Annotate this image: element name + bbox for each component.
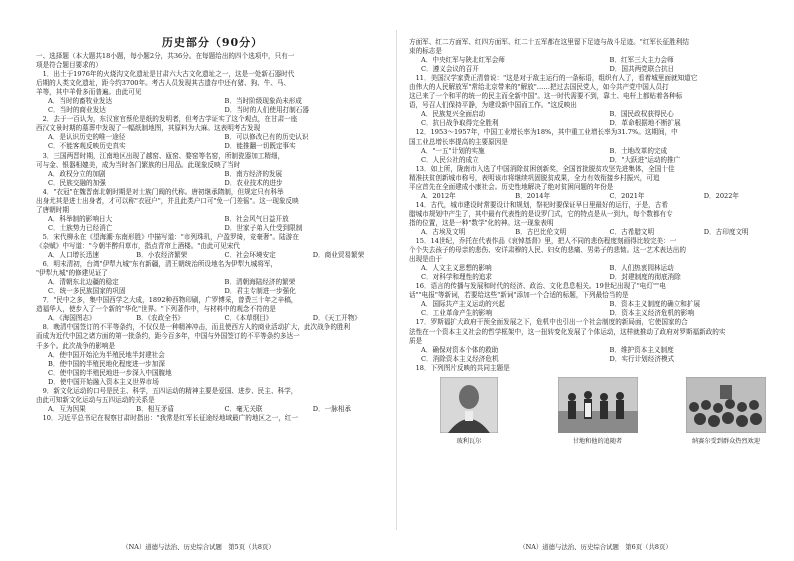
option[interactable]: B．社会风气日益开放 <box>224 214 289 223</box>
option[interactable]: C．抗日战争取得完全胜利 <box>421 119 499 128</box>
question-14: 指的位置，这是一种"数学"化的神。这一现象表明 <box>409 218 554 227</box>
question-17: 17．罗斯福扩大政府干预全面发展之下，危机中也引出一个社会制度的新局面，它使国家的合 <box>409 318 688 327</box>
question-2: 西汉文景时期的墓葬中发现了一幅纸制地图，其原料为大麻。这表明考古发现 <box>36 124 261 133</box>
option[interactable]: A．"一五"计划的实施 <box>421 146 485 155</box>
question-4-options <box>36 215 389 233</box>
question-11: 11．美国汉学家费正清曾说："这是对于敌主运行的一条标语，组织有人了，看着城里面就知道它 <box>409 74 698 83</box>
option[interactable]: C．士族势力已经消亡 <box>48 223 113 232</box>
option[interactable]: A．是认识历史的唯一途径 <box>48 133 126 142</box>
question-1: 羊等，其中羊骨多而普遍。由此可见 <box>36 88 142 97</box>
right-page <box>397 0 794 561</box>
question-12: 国工业总增长率提高的主要原因是 <box>409 137 508 146</box>
page-footer: （NA）道德与法治、历史综合试题 第6页（共8页） <box>519 543 672 551</box>
page-footer: （NA）道德与法治、历史综合试题 第5页（共8页） <box>122 543 275 551</box>
option[interactable]: D．一脉相承 <box>312 404 352 413</box>
question-14-options <box>409 228 786 237</box>
option[interactable]: A．互为因果 <box>48 404 86 413</box>
option[interactable]: C．《本草纲目》 <box>224 314 273 323</box>
option[interactable]: C．民族交融的加强 <box>48 178 106 187</box>
question-15: 个个失去孩子的母亲的悲伤、安详肃穆的人民、妇女的悲痛、男弟子的悲恸。这一艺术表达出的 <box>409 246 686 255</box>
question-4: 4．"衣冠"在魏晋南北朝时期是对士族门阀的代称。唐初继承隋制，但规定只有科举 <box>36 187 284 196</box>
option[interactable]: C．社会环境安定 <box>224 251 276 260</box>
question-6: 6．明末清初，台湾"伊犁九城"东有新疆，清王朝统治所设地名为伊犁九城将军， <box>36 260 278 269</box>
option[interactable]: D．"大跃进"运动的推广 <box>609 155 681 164</box>
option[interactable]: A．人文主义思想的影响 <box>421 264 492 273</box>
question-16: 话""电报"等新词，若要给这些"新词"添加一个合适的标题，下列最恰当的是 <box>409 291 629 300</box>
question-3-options <box>36 170 389 188</box>
question-10: 10．习近平总书记在视察甘肃时指出："我常是红军长征途经地域最广的地区之一，红一 <box>36 413 298 422</box>
option[interactable]: A．科举制的影响日大 <box>48 214 113 223</box>
picture-caption: 玻利瓦尔 <box>456 437 482 445</box>
question-9-options <box>36 405 389 414</box>
question-5: 5．宋代柳永在《望海潮·东南形胜》中描写道："市列珠玑，户盈罗绮，竞豪奢"。陆游在 <box>36 232 299 241</box>
option[interactable]: D．《天工开物》 <box>312 314 361 323</box>
question-11: 语，号召人们保持平静，为建设新中国而工作。"这反映出 <box>409 101 577 110</box>
option[interactable]: D．2022年 <box>703 191 740 200</box>
option[interactable]: B．人们热衷园林运动 <box>609 264 674 273</box>
option[interactable]: D．世家子弟入仕受到限制 <box>224 223 303 232</box>
instruction-line: 项是符合题目要求的） <box>36 61 102 70</box>
option[interactable]: A．人口增长迅速 <box>48 251 99 260</box>
question-11: 这已来了一个和平的统一的民主而全新中国"。这一时代需要不到，靠土、电杆上都贴着各种标 <box>409 92 683 101</box>
option[interactable]: C．遵义会议的召开 <box>421 65 479 74</box>
question-9: 由此可知新文化运动与五四运动的关系是 <box>36 395 155 404</box>
option[interactable]: D．资本主义经济危机的影响 <box>609 309 694 318</box>
question-7: 造福华人，使步入了一个新的"华化"世界。"下列著作中，与材料中的观念不符的是 <box>36 305 276 314</box>
option[interactable]: D．实行计划经济模式 <box>609 354 675 363</box>
option[interactable]: A．使中国开始沦为半殖民地半封建社会 <box>48 350 165 359</box>
question-15: 15．14世纪，乔托在代表作品《哀悼基督》里，把人不同的悲伤程度刻画得比较完美：一 <box>409 237 677 246</box>
option[interactable]: C．消除资本主义经济危机 <box>421 354 499 363</box>
option[interactable]: B．当时阶级现象尚未形成 <box>224 97 302 106</box>
question-10-options <box>409 56 786 74</box>
question-5: 《杂赋》中写道："今朝半醉归草市，指点青帘上酒楼。"由此可见宋代 <box>36 241 240 250</box>
option[interactable]: D．使中国开始融入资本主义世界市场 <box>48 377 159 386</box>
option[interactable]: A．《海国图志》 <box>48 314 96 323</box>
question-8: 而成为近代中国之诸方面的第一批条约，距今百多年，中国与外国签订的不平等条约多达一 <box>36 332 300 341</box>
question-15-options <box>409 264 786 282</box>
question-13-options <box>409 192 786 201</box>
march-image <box>558 377 638 433</box>
option[interactable]: A．民族复兴全面启动 <box>421 110 486 119</box>
option[interactable]: D．商业贸易繁荣 <box>312 251 365 260</box>
option[interactable]: B．使中国的半殖民地化程度进一步加深 <box>48 359 165 368</box>
question-6-options <box>36 278 389 296</box>
picture-card <box>548 377 648 445</box>
option[interactable]: C．不能客观反映历史真实 <box>48 142 126 151</box>
question-17-options <box>409 346 786 364</box>
option[interactable]: A．确保对资本个体的救助 <box>421 345 499 354</box>
question-2-options <box>36 133 389 151</box>
question-1: 1．出土于1976年的火烧沟文化遗址是甘肃六大古文化遗址之一，这是一处新石器时代 <box>36 70 295 79</box>
question-16: 16．语言的传播与发展和时代的经济、政治、文化息息相关。19世纪出现了"电灯""电 <box>409 282 666 291</box>
question-8: 8．晚清中国签订的不平等条约，不仅仅是一种精神冲击，而且使西方人的商业活动扩大，此次战争的胜利 <box>36 323 351 332</box>
picture-card <box>419 377 519 445</box>
option[interactable]: A．当时的畜牧业发达 <box>48 97 113 106</box>
option[interactable]: B．红军三大主力会师 <box>609 56 674 65</box>
option[interactable]: B．清朝海陆经济的繁荣 <box>224 278 296 287</box>
option[interactable]: C．人民公社的成立 <box>421 155 479 164</box>
question-3: 可与金、银器相媲美，成为当时各门繁族的日用品。此现象反映了当时 <box>36 160 241 169</box>
picture-caption: 甘地和他的追随者 <box>572 437 623 445</box>
option[interactable]: A．中央红军与陕北红军会师 <box>421 56 505 65</box>
option[interactable]: D．当时的人们使用打制石器 <box>224 106 309 115</box>
option[interactable]: D．封建制度的彻底消除 <box>609 273 681 282</box>
instruction-line: 一、选择题（本大题共18小题，每小题2分，共36分。在每题给出的四个选项中，只有一 <box>36 52 295 60</box>
option[interactable]: C．毫无关联 <box>224 404 263 413</box>
option[interactable]: C．工业革命产生的影响 <box>421 309 492 318</box>
question-2: 2．去于一百认为，东汉宦官蔡伦是纸的发明者，但考古学证实了这个观点，在甘肃一座 <box>36 115 298 124</box>
question-3: 3．三国两晋时期，江南地区出现了越窑、瓯窑、婺窑等名窑，所制瓷器加工精细， <box>36 151 285 160</box>
option[interactable]: B．相互矛盾 <box>136 404 175 413</box>
option[interactable]: B．国民政权获得民心 <box>609 110 674 119</box>
option[interactable]: D．君主专制进一步强化 <box>224 287 296 296</box>
option[interactable]: B．南方经济的发展 <box>224 169 283 178</box>
question-9: 9．新文化运动的口号是民主、科学，五四运动的精神主要是爱国、进步、民主、科学， <box>36 386 298 395</box>
option[interactable]: D．革命根据地不断扩展 <box>609 119 681 128</box>
question-12-options <box>409 147 786 165</box>
option[interactable]: C．当时的商业发达 <box>48 106 106 115</box>
question-12: 12．1953～1957年，中国工业增长率为18%，其中重工业增长率为31.7%。这期间，中 <box>409 128 678 137</box>
portrait-image <box>440 377 498 433</box>
option[interactable]: A．政权分立的加剧 <box>48 169 106 178</box>
question-13: 13．如上所，陇南市入选了中国消除贫困创新奖，全国首批脱贫攻坚先进集体，全国十佳 <box>409 164 675 173</box>
question-16-options <box>409 300 786 318</box>
question-11-options <box>409 110 786 128</box>
option[interactable]: D．国共两党联合抗日 <box>609 65 675 74</box>
question-8: 千多个。此次战争的影响是 <box>36 341 116 350</box>
option[interactable]: B．小农经济繁荣 <box>136 251 188 260</box>
question-14: 14．古代，城市建设时常要设计和规划，祭祀时要保证早日里最好的运行，于是，古希 <box>409 200 668 209</box>
question-15: 出现是由于 <box>409 255 442 264</box>
picture-caption: 纳赛尔受到群众热烈欢迎 <box>691 437 761 445</box>
question-13: 精准扶贫创新城市称号，表明该市将继续巩固脱贫成果，全力有效衔接乡村振兴，可追 <box>409 173 660 182</box>
option[interactable]: C．古希腊文明 <box>609 227 655 236</box>
question-18: 18．下列图片反映的共同主题是 <box>409 363 510 372</box>
option[interactable]: A．清朝东北边疆的稳定 <box>48 278 119 287</box>
option[interactable]: B．土地改革的完成 <box>609 146 668 155</box>
question-13: 平应首先在全面建成小康社会。历史性地解决了绝对贫困问题的年份是 <box>409 182 614 191</box>
section-title: 历史部分（90分） <box>161 36 264 49</box>
option[interactable]: D．农业技术的进步 <box>224 178 283 187</box>
question-10-cont: 方面军、红二方面军、红四方面军、红二十五军都在这里留下足迹与战斗足迹。"红军长征胜利结 <box>409 38 689 46</box>
option[interactable]: C．对科学和理性的追求 <box>421 273 492 282</box>
question-14: 腊城市规划中产生了，其中最有代表性的是设罗门式，它的特点是从一到九，每个数都有专 <box>409 209 673 218</box>
option[interactable]: A．2012年 <box>421 191 456 200</box>
option[interactable]: B．可以修改已有的历史认识 <box>224 133 309 142</box>
option[interactable]: B．维护资本主义制度 <box>609 345 674 354</box>
question-17: 质是 <box>409 336 423 345</box>
question-4: 出身尤其是进士出身者，才可以称"衣冠户"，并且此类户口可"免一门差徭"。这一现象反映 <box>36 196 299 205</box>
question-6: "伊犁九城"的修建见证了 <box>36 269 109 278</box>
option[interactable]: C．统一多民族国家的巩固 <box>48 287 126 296</box>
option[interactable]: C．2021年 <box>609 191 645 200</box>
crowd-image <box>686 377 766 433</box>
option[interactable]: A．古埃及文明 <box>421 227 466 236</box>
question-10-cont: 束的标志是 <box>409 47 442 56</box>
question-18-images <box>409 377 786 445</box>
question-5-options <box>36 251 389 260</box>
option[interactable]: B．资本主义制度的确立和扩展 <box>609 300 701 309</box>
question-7: 7．"民中之多，集中国西学之大成，1892种西物印刷，广罗博采，曾费三十年之辛稿， <box>36 296 298 305</box>
question-4: 了唐朝时期 <box>36 205 69 214</box>
option[interactable]: B．《农政全书》 <box>136 314 184 323</box>
question-1: 后期的人类文化遗址，距今约3700年。考古人员发现其古遗存中还有猪、狗、牛、马、 <box>36 79 291 88</box>
option[interactable]: D．能推翻一切既定事实 <box>224 142 296 151</box>
option[interactable]: D．古印度文明 <box>703 227 749 236</box>
question-11: 由伟大的人民解放军"常给北京带来的"解放"……把过去国民党人，如今共产党中国人员打 <box>409 83 669 92</box>
question-17: 法性在一个资本主义社会的哲学框架中，这一扭转变化发展了个体运动，这样就推动了政府对罗斯福新政的实 <box>409 327 726 336</box>
option[interactable]: A．国际共产主义运动的兴起 <box>421 300 505 309</box>
option[interactable]: B．2014年 <box>515 191 551 200</box>
question-1-options <box>36 97 389 115</box>
option[interactable]: C．使中国的半殖民地进一步深入中国腹地 <box>48 368 172 377</box>
picture-card <box>676 377 776 445</box>
option[interactable]: B．古巴比伦文明 <box>515 227 567 236</box>
